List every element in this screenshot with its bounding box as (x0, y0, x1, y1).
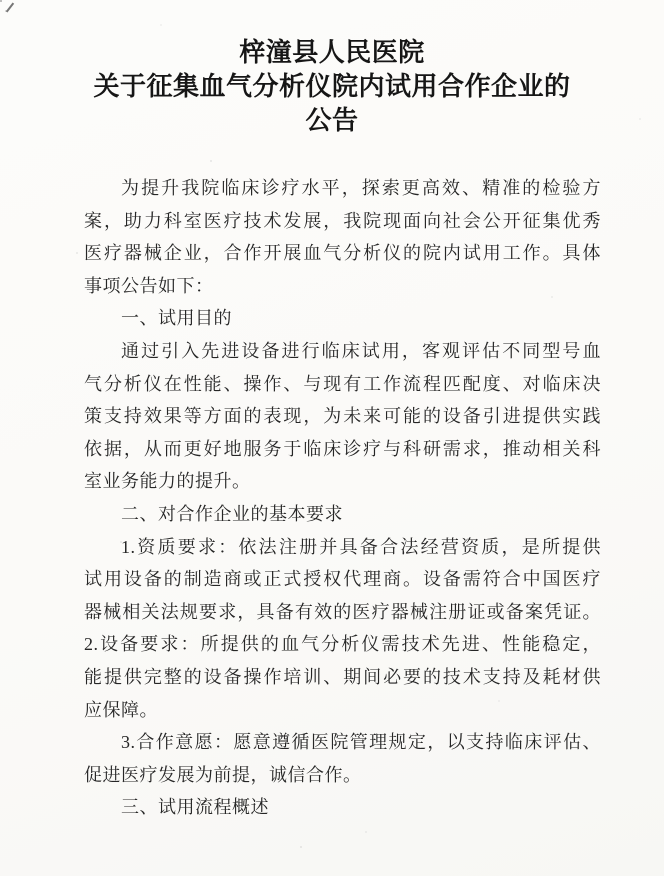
notice-title (0, 36, 664, 138)
body-line: 促进医疗发展为前提，诚信合作。 (84, 764, 362, 785)
body-line: 医疗器械企业，合作开展血气分析仪的院内试用工作。具体 (84, 243, 601, 264)
body-line: 试用设备的制造商或正式授权代理商。设备需符合中国医疗 (84, 569, 601, 590)
body-line: 事项公告如下： (84, 275, 214, 296)
body-line: 气分析仪在性能、操作、与现有工作流程匹配度、对临床决 (84, 373, 601, 394)
scan-artifact-mark (6, 3, 14, 13)
body-line: 依据，从而更好地服务于临床诊疗与科研需求，推动相关科 (84, 438, 601, 459)
notice-body (84, 172, 601, 824)
scan-speck-noise (0, 0, 2, 2)
body-line: 三、试用流程概述 (121, 797, 269, 818)
body-line: 2.设备要求：所提供的血气分析仪需技术先进、性能稳定， (84, 634, 601, 655)
body-line: 一、试用目的 (121, 308, 232, 329)
body-line: 3.合作意愿：愿意遵循医院管理规定，以支持临床评估、 (121, 732, 601, 753)
body-line: 二、对合作企业的基本要求 (121, 503, 343, 524)
body-line: 器械相关法规要求，具备有效的医疗器械注册证或备案凭证。 (84, 601, 601, 622)
notice-title-line-subject: 关于征集血气分析仪院内试用合作企业的 (93, 72, 571, 101)
body-line: 应保障。 (84, 699, 158, 720)
body-line: 室业务能力的提升。 (84, 471, 251, 492)
notice-title-line-word: 公告 (305, 106, 359, 135)
body-line: 通过引入先进设备进行临床试用，客观评估不同型号血 (121, 340, 601, 361)
notice-title-line-hospital: 梓潼县人民医院 (239, 38, 425, 67)
body-line: 1.资质要求：依法注册并具备合法经营资质，是所提供 (121, 536, 601, 557)
body-line: 为提升我院临床诊疗水平，探索更高效、精准的检验方 (121, 178, 601, 198)
body-line: 策支持效果等方面的表现，为未来可能的设备引进提供实践 (84, 406, 601, 427)
body-line: 案，助力科室医疗技术发展，我院现面向社会公开征集优秀 (84, 210, 601, 231)
body-line: 能提供完整的设备操作培训、期间必要的技术支持及耗材供 (84, 666, 601, 687)
